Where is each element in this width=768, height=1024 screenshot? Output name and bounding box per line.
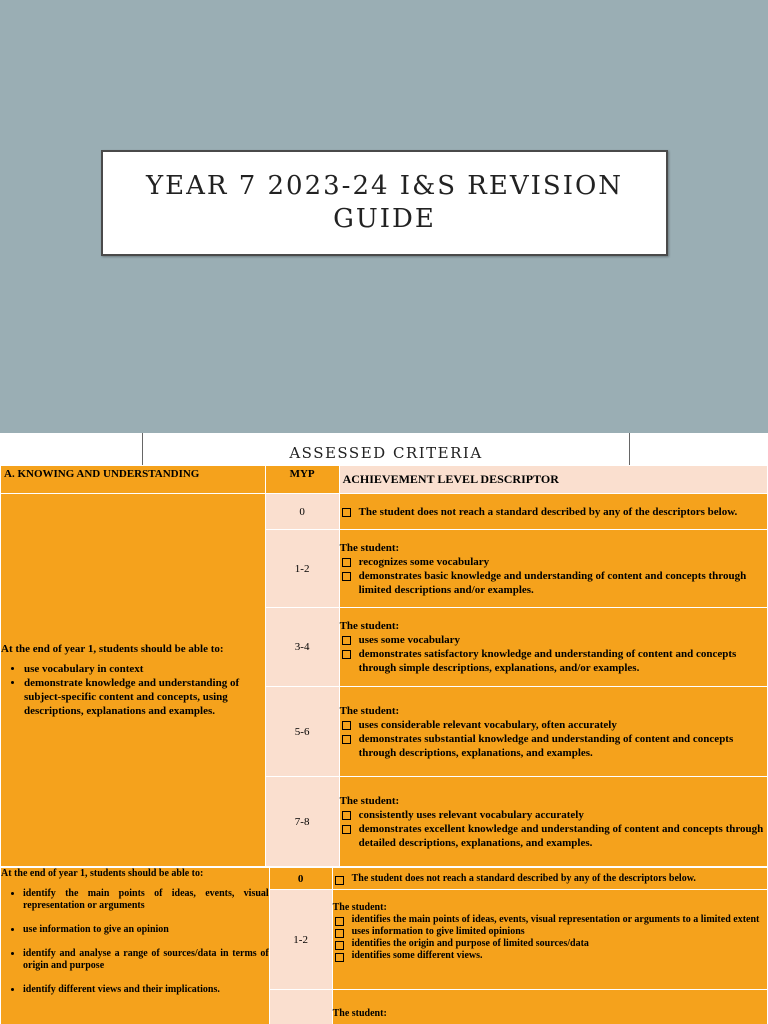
descriptor-item: uses some vocabulary bbox=[358, 634, 461, 646]
descriptor-item: identifies the origin and purpose of limited sources/data bbox=[351, 938, 589, 949]
checkbox-bullet-icon bbox=[342, 650, 351, 659]
descriptor-item: demonstrates basic knowledge and understanding of content and concepts through limited descriptions and/or examples. bbox=[358, 569, 747, 596]
objectives-list bbox=[1, 662, 265, 718]
objectives-list bbox=[1, 888, 269, 996]
checkbox-bullet-icon bbox=[342, 636, 351, 645]
checkbox-bullet-icon bbox=[335, 917, 344, 926]
descriptor-cell bbox=[339, 777, 767, 867]
checkbox-bullet-icon bbox=[342, 572, 351, 581]
criterion-a-table bbox=[0, 465, 768, 867]
checkbox-bullet-icon bbox=[342, 721, 351, 730]
objectives-intro: At the end of year 1, students should be able to: bbox=[1, 643, 224, 655]
checkbox-bullet-icon bbox=[335, 876, 344, 885]
descriptor-item: demonstrates satisfactory knowledge and understanding of content and concepts through simple descriptions, explanations, and/or examples. bbox=[358, 648, 737, 674]
checkbox-bullet-icon bbox=[342, 508, 351, 517]
descriptor-item: The student does not reach a standard described by any of the descriptors below. bbox=[358, 505, 738, 518]
descriptor-cell bbox=[332, 990, 767, 1024]
descriptor-cell bbox=[339, 530, 767, 608]
level-cell: 5-6 bbox=[265, 687, 339, 777]
list-item: • identify the main points of ideas, events, visual representation or arguments bbox=[23, 888, 269, 912]
descriptor-item: demonstrates substantial knowledge and understanding of content and concepts through descriptions, explanations, and examples. bbox=[358, 732, 734, 759]
level-cell: 1-2 bbox=[269, 890, 332, 990]
list-item: • identify different views and their implications. bbox=[23, 984, 269, 996]
descriptor-item: uses information to give limited opinions bbox=[351, 926, 525, 937]
level-cell: 0 bbox=[265, 494, 339, 530]
descriptor-item: demonstrates excellent knowledge and understanding of content and concepts through detailed descriptions, explanations, and examples. bbox=[358, 822, 764, 849]
checkbox-bullet-icon bbox=[335, 941, 344, 950]
descriptor-cell bbox=[332, 868, 767, 890]
checkbox-bullet-icon bbox=[342, 825, 351, 834]
descriptor-item: identifies the main points of ideas, events, visual representation or arguments to a limited extent bbox=[351, 914, 760, 925]
checkbox-bullet-icon bbox=[335, 953, 344, 962]
objectives-cell bbox=[1, 494, 266, 867]
descriptor-lead: The student: bbox=[339, 704, 400, 717]
level-cell: 1-2 bbox=[265, 530, 339, 608]
list-item: • use information to give an opinion bbox=[23, 924, 269, 936]
list-item: • use vocabulary in context bbox=[24, 662, 265, 676]
table-row bbox=[1, 494, 768, 530]
descriptor-lead: The student: bbox=[339, 794, 400, 807]
slide-title: YEAR 7 2023-24 I&S REVISION GUIDE bbox=[145, 171, 624, 234]
header-criterion: A. KNOWING AND UNDERSTANDING bbox=[1, 466, 266, 494]
assessed-criteria-heading: ASSESSED CRITERIA bbox=[289, 444, 483, 462]
title-slide bbox=[0, 0, 768, 433]
criterion-b-table-wrap bbox=[0, 867, 768, 1024]
assessed-criteria-box bbox=[142, 433, 630, 468]
descriptor-item: The student does not reach a standard described by any of the descriptors below. bbox=[351, 872, 696, 884]
descriptor-item: identifies some different views. bbox=[351, 950, 483, 961]
table-row bbox=[1, 868, 768, 890]
level-cell: 7-8 bbox=[265, 777, 339, 867]
descriptor-lead: The student: bbox=[332, 902, 387, 913]
descriptor-cell bbox=[339, 608, 767, 687]
header-myp: MYP bbox=[265, 466, 339, 494]
objectives-intro: At the end of year 1, students should be able to: bbox=[1, 868, 204, 879]
descriptor-lead: The student: bbox=[332, 1008, 387, 1019]
list-item: • demonstrate knowledge and understanding of subject-specific content and concepts, using descriptions, explanations and examples. bbox=[24, 676, 265, 718]
list-item: • identify and analyse a range of sources/data in terms of origin and purpose bbox=[23, 948, 269, 972]
level-cell: 3-4 bbox=[265, 608, 339, 687]
descriptor-lead: The student: bbox=[339, 620, 400, 632]
criterion-a-table-wrap bbox=[0, 465, 768, 867]
descriptor-item: uses considerable relevant vocabulary, often accurately bbox=[358, 718, 617, 731]
descriptor-cell bbox=[339, 494, 767, 530]
descriptor-item: consistently uses relevant vocabulary accurately bbox=[358, 808, 584, 821]
document-page bbox=[0, 433, 768, 1024]
level-cell bbox=[269, 990, 332, 1024]
checkbox-bullet-icon bbox=[342, 811, 351, 820]
table-header-row bbox=[1, 466, 768, 494]
descriptor-cell bbox=[332, 890, 767, 990]
descriptor-item: recognizes some vocabulary bbox=[358, 555, 490, 568]
checkbox-bullet-icon bbox=[342, 558, 351, 567]
checkbox-bullet-icon bbox=[342, 735, 351, 744]
descriptor-lead: The student: bbox=[339, 541, 400, 554]
descriptor-cell bbox=[339, 687, 767, 777]
criterion-b-table bbox=[0, 867, 768, 1024]
checkbox-bullet-icon bbox=[335, 929, 344, 938]
level-cell: 0 bbox=[269, 868, 332, 890]
objectives-cell bbox=[1, 868, 270, 1024]
title-box bbox=[101, 150, 668, 256]
header-descriptor: ACHIEVEMENT LEVEL DESCRIPTOR bbox=[339, 466, 767, 494]
